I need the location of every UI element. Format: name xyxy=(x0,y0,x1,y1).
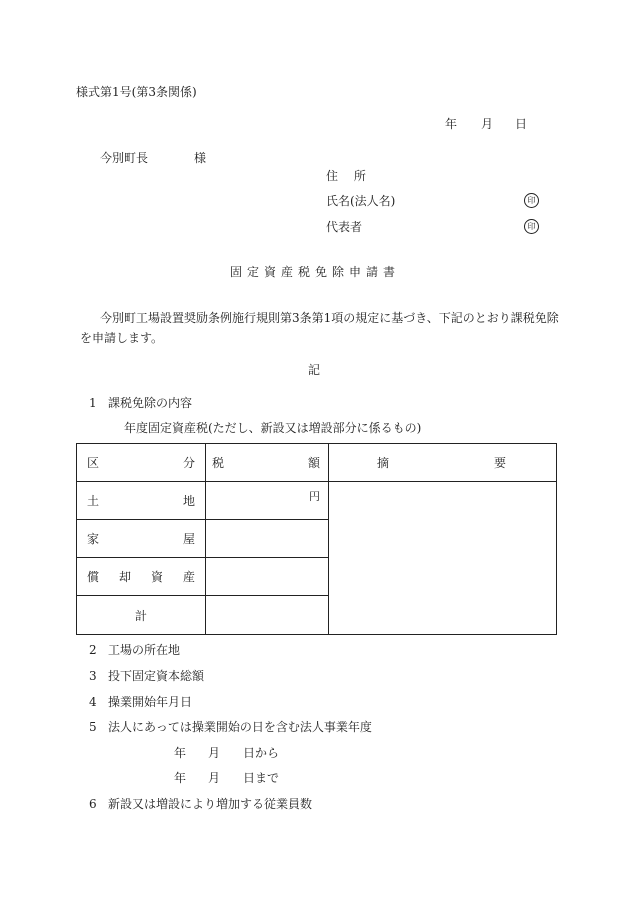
section-6-text: 新設又は増設により増加する従業員数 xyxy=(108,797,313,811)
address-label: 住 所 xyxy=(326,169,372,183)
seal-icon: 印 xyxy=(524,193,539,208)
section-3-text: 投下固定資本総額 xyxy=(108,669,205,683)
date-month-label: 月 xyxy=(481,117,494,131)
section-2-text: 工場の所在地 xyxy=(108,643,181,657)
ki-heading: 記 xyxy=(308,363,321,377)
row-label-total: 計 xyxy=(77,596,206,635)
period-to-day: 日まで xyxy=(243,771,280,785)
remarks-cell[interactable] xyxy=(329,482,557,635)
seal-icon-representative: 印 xyxy=(524,219,539,234)
body-line-2: を申請します。 xyxy=(80,331,164,345)
row-label-building: 家 屋 xyxy=(77,520,206,558)
land-tax-cell[interactable] xyxy=(206,482,329,520)
table-header-row xyxy=(77,444,557,482)
period-from-day: 日から xyxy=(243,746,280,760)
total-tax-cell[interactable] xyxy=(206,596,329,635)
period-to-month: 月 xyxy=(208,771,221,785)
period-to-year: 年 xyxy=(174,771,187,785)
section-4-text: 操業開始年月日 xyxy=(108,695,193,709)
representative-label: 代表者 xyxy=(326,220,363,234)
form-number: 様式第1号(第3条関係) xyxy=(76,85,197,99)
yen-unit: 円 xyxy=(309,490,320,503)
section-1-number: 1 xyxy=(89,396,97,410)
section-2-number: 2 xyxy=(89,643,97,657)
table-row-land xyxy=(77,482,557,520)
section-3-number: 3 xyxy=(89,669,97,683)
header-category: 区 分 xyxy=(77,444,206,482)
period-from-year: 年 xyxy=(174,746,187,760)
tax-exemption-table xyxy=(76,443,557,635)
row-label-depreciable-assets: 償 却 資 産 xyxy=(77,558,206,596)
building-tax-cell[interactable] xyxy=(206,520,329,558)
header-tax-amount: 税 額 xyxy=(206,444,329,482)
row-label-land: 土 地 xyxy=(77,482,206,520)
date-day-label: 日 xyxy=(515,117,528,131)
table-caption: 年度固定資産税(ただし、新設又は増設部分に係るもの) xyxy=(124,421,422,435)
section-1-text: 課税免除の内容 xyxy=(108,396,193,410)
addressee-honorific: 様 xyxy=(194,151,207,165)
header-remarks: 摘 要 xyxy=(329,444,557,482)
date-year-label: 年 xyxy=(445,117,458,131)
period-from-month: 月 xyxy=(208,746,221,760)
depreciable-tax-cell[interactable] xyxy=(206,558,329,596)
name-label: 氏名(法人名) xyxy=(326,194,396,208)
addressee-name: 今別町長 xyxy=(100,151,149,165)
section-5-text: 法人にあっては操業開始の日を含む法人事業年度 xyxy=(108,720,372,734)
document-title: 固定資産税免除申請書 xyxy=(230,265,401,279)
section-5-number: 5 xyxy=(89,720,97,734)
section-6-number: 6 xyxy=(89,797,97,811)
body-line-1: 今別町工場設置奨励条例施行規則第3条第1項の規定に基づき、下記のとおり課税免除 xyxy=(100,311,559,325)
section-4-number: 4 xyxy=(89,695,97,709)
